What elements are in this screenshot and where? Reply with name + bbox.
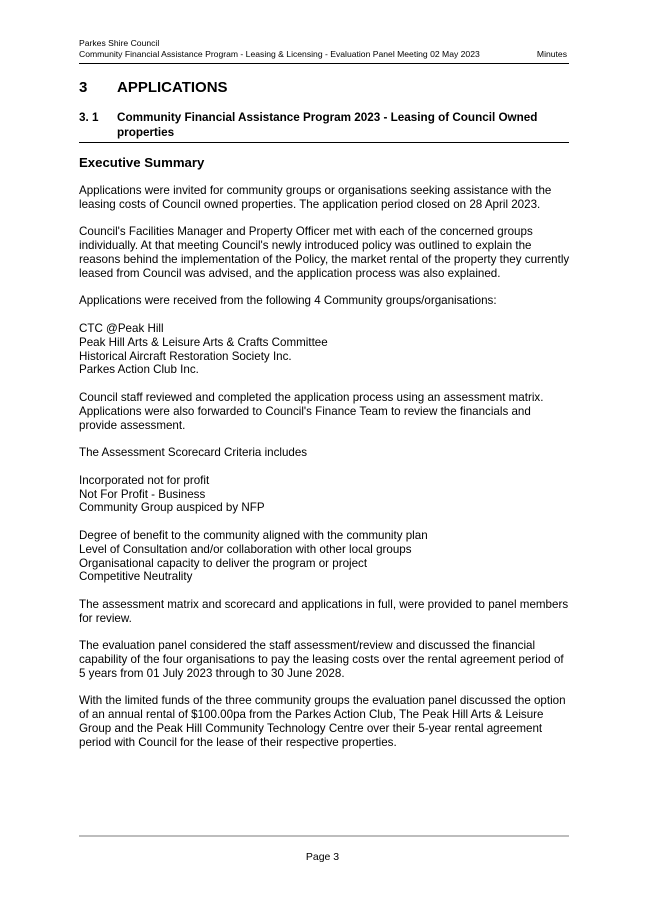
paragraph-4: Council staff reviewed and completed the application process using an assessment matrix. Applications were also forwarded to Council's Finance Team to review the financials and provide assessment. [79, 390, 544, 432]
item-divider [79, 142, 569, 143]
item-heading [79, 110, 569, 140]
section-title: APPLICATIONS [117, 79, 228, 96]
list-item: CTC @Peak Hill [79, 321, 164, 335]
section-heading [79, 79, 228, 96]
section-number: 3 [79, 79, 88, 96]
executive-summary-body [79, 184, 571, 763]
criteria-list-b [79, 529, 571, 584]
header-divider [79, 63, 569, 64]
list-item: Incorporated not for profit [79, 473, 210, 487]
footer-divider [79, 835, 569, 837]
list-item: Competitive Neutrality [79, 570, 193, 584]
paragraph-5: The Assessment Scorecard Criteria includes [79, 446, 308, 460]
paragraph-3: Applications were received from the following 4 Community groups/organisations: [79, 294, 497, 308]
header-meeting: Community Financial Assistance Program - Leasing & Licensing - Evaluation Panel Meeting 02 May 2023 [79, 49, 480, 59]
item-number: 3. 1 [79, 111, 99, 124]
paragraph-8: With the limited funds of the three community groups the evaluation panel discussed the option of an annual rental of $100.00pa from the Parkes Action Club, The Peak Hill Arts & Leisure Group and the Peak Hill Community Technology Centre over their 5-year rental agreement period with Council for the lease of their respective properties. [79, 694, 566, 749]
item-title: Community Financial Assistance Program 2023 - Leasing of Council Owned properties [117, 111, 538, 139]
list-item: Level of Consultation and/or collaboration with other local groups [79, 542, 412, 556]
applicant-list [79, 322, 571, 377]
header-doc-type: Minutes [536, 49, 567, 59]
paragraph-1: Applications were invited for community groups or organisations seeking assistance with the leasing costs of Council owned properties. The application period closed on 28 April 2023. [79, 184, 552, 211]
list-item: Historical Aircraft Restoration Society Inc. [79, 349, 292, 363]
list-item: Peak Hill Arts & Leisure Arts & Crafts Committee [79, 335, 328, 349]
page-header [79, 38, 567, 60]
paragraph-2: Council's Facilities Manager and Property Officer met with each of the concerned groups individually. At that meeting Council's newly introduced policy was outlined to explain the reasons behind the implementation of the Policy, the market rental of the property they currently leased from Council was advised, and the application process was also explained. [79, 225, 570, 280]
list-item: Organisational capacity to deliver the program or project [79, 556, 368, 570]
criteria-list-a [79, 474, 571, 515]
executive-summary-heading: Executive Summary [79, 155, 205, 170]
list-item: Not For Profit - Business [79, 487, 206, 501]
page-number: Page 3 [305, 851, 340, 863]
list-item: Community Group auspiced by NFP [79, 501, 265, 515]
header-meeting-row [79, 49, 567, 60]
list-item: Parkes Action Club Inc. [79, 363, 199, 377]
paragraph-6: The assessment matrix and scorecard and applications in full, were provided to panel members for review. [79, 597, 569, 625]
list-item: Degree of benefit to the community aligned with the community plan [79, 528, 428, 542]
header-org: Parkes Shire Council [79, 38, 160, 48]
paragraph-7: The evaluation panel considered the staff assessment/review and discussed the financial capability of the four organisations to pay the leasing costs over the rental agreement period of 5 years from 01 July 2023 through to 30 June 2028. [79, 639, 564, 680]
